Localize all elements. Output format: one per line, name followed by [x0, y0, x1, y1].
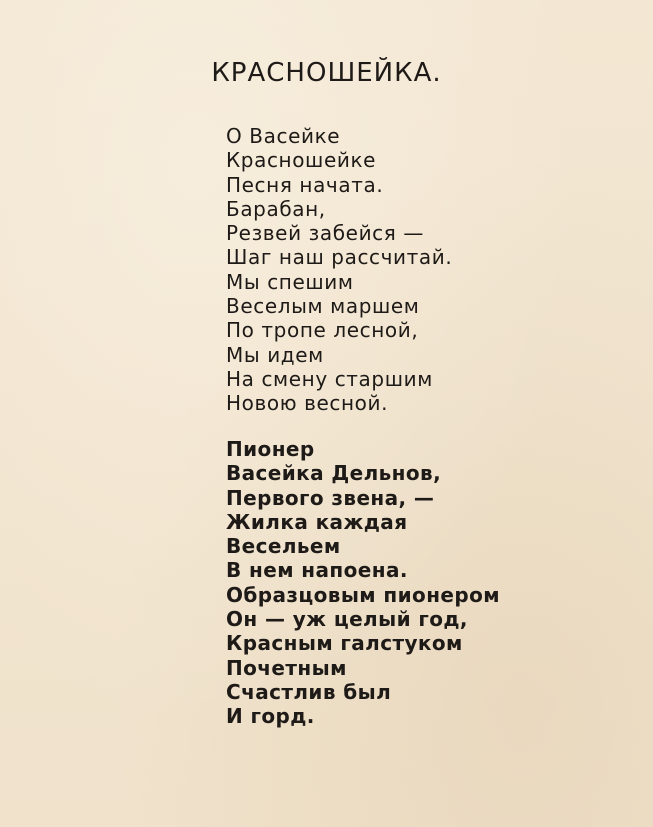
poem-line: Весельем: [226, 534, 341, 559]
poem-line: На смену старшим: [226, 366, 433, 391]
poem-line: По тропе лесной,: [226, 318, 419, 343]
poem-line: Шаг наш рассчитай.: [226, 245, 453, 270]
poem-line: Жилка каждая: [226, 509, 408, 534]
poem-line: Он — уж целый год,: [226, 607, 468, 632]
poem-line: Мы идем: [226, 342, 324, 367]
poem-line: Новою весной.: [226, 391, 389, 416]
poem-line: Резвей забейся —: [226, 221, 424, 246]
stanza-2: [226, 437, 500, 729]
poem-line: Счастлив был: [226, 679, 392, 704]
poem-line: В нем напоена.: [226, 558, 408, 583]
poem-line: Барабан,: [226, 196, 326, 221]
poem-line: Почетным: [226, 655, 347, 680]
poem-line: Васейка Дельнов,: [226, 461, 442, 486]
poem-line: И горд.: [226, 704, 315, 729]
stanza-1: [226, 124, 452, 416]
poem-line: Первого звена, —: [226, 485, 435, 510]
poem-line: Веселым маршем: [226, 294, 420, 319]
poem-line: Пионер: [226, 437, 315, 461]
poem-line: Песня начата.: [226, 172, 384, 197]
poem-line: О Васейке: [226, 124, 341, 148]
poem-line: Красным галстуком: [226, 631, 463, 656]
poem-line: Образцовым пионером: [226, 582, 500, 607]
poem-line: Красношейке: [226, 148, 377, 173]
poem-line: Мы спешим: [226, 269, 354, 294]
poem-title: КРАСНОШЕЙКА.: [211, 58, 442, 88]
